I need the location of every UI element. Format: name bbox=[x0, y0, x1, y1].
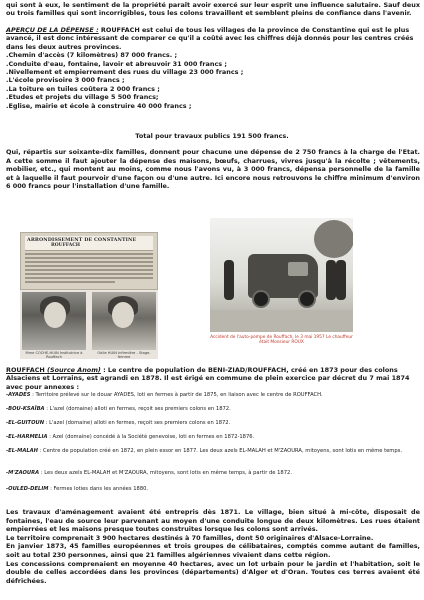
annex-item bbox=[6, 434, 420, 441]
portrait-left bbox=[22, 292, 86, 350]
clipping-title: ARRONDISSEMENT DE CONSTANTINE bbox=[27, 237, 137, 243]
portrait-right bbox=[92, 292, 156, 350]
apercu-section bbox=[6, 26, 420, 110]
rouffach-text: : Le centre de population de BENI-ZIAD/ROUFFACH, créé en 1873 pour des colons Alsaciens et Lorrains, est agrandi en 1878. Il est érigé en commune de plein exercice par décret du 7 mai 1874 avec pour annexes : bbox=[6, 366, 410, 391]
annex-item bbox=[6, 420, 420, 427]
wheel-shape bbox=[298, 290, 316, 308]
rouffach-source: (Source Anom) bbox=[44, 366, 101, 374]
ground-shape bbox=[210, 310, 353, 332]
annex-text: : Fermes loties dans les années 1880. bbox=[48, 486, 149, 492]
annex-name: -OULED-DELIM bbox=[6, 486, 49, 492]
apercu-lead-text: ROUFFACH est celui de tous les villages de la province de Constantine qui est le plus avancé, il est donc intéressant de comparer ce qu'il a coûté avec les chiffres déjà donnés pour les centres créés dans les deux autres provinces. bbox=[6, 26, 414, 51]
annex-item bbox=[6, 392, 420, 399]
expense-item: .Eglise, mairie et école à construire 40 000 francs ; bbox=[6, 101, 192, 110]
clipping-subtitle: ROUFFACH bbox=[51, 243, 81, 248]
person-figure bbox=[326, 260, 336, 300]
apercu-lead bbox=[6, 26, 420, 51]
annex-text: : L'azel (domaine) alloti en fermes, reçoit ses premiers colons en 1872. bbox=[44, 406, 231, 412]
annex-item bbox=[6, 448, 420, 455]
tree-shape bbox=[314, 220, 353, 258]
families-paragraph: Qui, répartis sur soixante-dix familles, donnent pour chacune une dépense de 2 750 francs à la charge de l'Etat. A cette somme il faut ajouter la dépense des maisons, bœufs, charrues, vivres jusqu'à la récolte ; vêtements, mobilier, etc., qui montent au moins, comme nous l'avons vu, à 3 000 francs, dépensa personnelle de la famille et à laquelle il faut pourvoir d'une façon ou d'une autre. Ici encore nous retrouvons le chiffre minimum d'environ 6 000 francs pour l'installation d'une famille. bbox=[6, 148, 420, 190]
annex-text: : Territoire prélevé sur le douar AYADES, loti en fermes à partir de 1875, en liaison avec le centre de ROUFFACH. bbox=[30, 392, 323, 398]
history-paragraph bbox=[6, 508, 420, 585]
person-figure bbox=[336, 260, 346, 300]
history-line: Les concessions comprenaient en moyenne 40 hectares, avec un lot urbain pour le jardin et l'habitation, soit le double de celles accordées dans les provinces (départements) d'Alger et d'Oran. Toutes ces terres avaient été défrichées. bbox=[6, 559, 420, 585]
wheel-shape bbox=[252, 290, 270, 308]
history-line: Les travaux d'aménagement avaient été entrepris dès 1871. Le village, bien situé à mi-côte, disposait de fontaines, l'eau de source leur parvenant au moyen d'une conduite longue de deux kilomètres. Les rues étaient empierrées et les maisons presque toutes construites lorsque les colons sont arrivés. bbox=[6, 508, 420, 534]
history-line: Le territoire comprenait 3 900 hectares destinés à 70 familles, dont 50 originaires d'Alsace-Lorraine. bbox=[6, 533, 374, 542]
newspaper-clipping bbox=[20, 232, 158, 290]
annex-text: : Azel (domaine) concédé à la Société genevoise, loti en fermes en 1872-1876. bbox=[47, 434, 255, 440]
total-line: Total pour travaux publics 191 500 francs. bbox=[135, 132, 289, 140]
annex-text: : Centre de population créé en 1872, en plein essor en 1877. Les deux azels EL-MALAH et M'ZAOURA, mitoyens, sont lotis en même temps. bbox=[38, 448, 403, 454]
truck-photo-caption: Accident de l'auto-pompe de Rouffach, le 3 mai 1957 Le chauffeur était Monsieur ROUX bbox=[210, 335, 353, 345]
annex-name: -AYADES bbox=[6, 392, 31, 398]
annex-name: -EL-HARMELIA bbox=[6, 434, 48, 440]
apercu-label: APERÇU DE LA DÉPENSE : bbox=[6, 26, 99, 34]
intro-paragraph bbox=[6, 1, 420, 18]
person-figure bbox=[224, 260, 234, 300]
expense-item: .La toiture en tuiles coûtera 2 000 francs ; bbox=[6, 84, 160, 93]
expense-item: .Etudes et projets du village 5 500 francs; bbox=[6, 93, 159, 102]
annex-item bbox=[6, 470, 420, 477]
expense-item: .L'école provisoire 3 000 francs ; bbox=[6, 76, 125, 85]
annex-item bbox=[6, 406, 420, 413]
annex-name: -BOU-KSAÏBA bbox=[6, 406, 45, 412]
history-line: En janvier 1873, 45 familles européennes et trois groupes de célibataires, comptés comme autant de familles, soit au total 230 personnes, ainsi que 21 familles algériennes vivaient dans cette région. bbox=[6, 542, 420, 559]
annex-name: -M'ZAOURA bbox=[6, 470, 40, 476]
newspaper-photo bbox=[20, 232, 158, 359]
expense-item: .Nivellement et empierrement des rues du village 23 000 francs ; bbox=[6, 68, 244, 77]
truck-photo bbox=[210, 218, 353, 332]
annex-text: : L'azel (domaine) alloti en fermes, reçoit ses premiers colons en 1872. bbox=[44, 420, 231, 426]
truck-window bbox=[288, 262, 308, 276]
intro-text: qui sont à eux, le sentiment de la propriété paraît avoir exercé sur leur esprit une influence salutaire. Sauf deux ou trois familles qui sont incorrigibles, tous les colons travaillent et semblent pleins de confiance dans l'avenir. bbox=[6, 1, 420, 18]
expense-item: .Chemin d'accès (7 kilomètres) 87 000 francs. ; bbox=[6, 51, 178, 60]
annex-name: -EL-GUITOUN bbox=[6, 420, 45, 426]
rouffach-paragraph bbox=[6, 366, 420, 391]
clipping-body bbox=[25, 253, 153, 287]
annex-text: : Les deux azels EL-MALAH et M'ZAOURA, mitoyens, sont lotis en même temps, à partir de 1872. bbox=[39, 470, 292, 476]
annex-name: -EL-MALAH bbox=[6, 448, 38, 454]
portrait-right-caption: Odile HUIN Infirmière - Stage-femme bbox=[97, 351, 151, 359]
annex-item bbox=[6, 486, 420, 493]
clipping-header bbox=[25, 236, 153, 251]
expense-item: .Conduite d'eau, fontaine, lavoir et abreuvoir 31 000 francs ; bbox=[6, 59, 227, 68]
rouffach-title: ROUFFACH bbox=[6, 366, 45, 374]
portrait-left-caption: Mme COCHE-HUIN Institutrice à Rouffach bbox=[25, 351, 83, 359]
